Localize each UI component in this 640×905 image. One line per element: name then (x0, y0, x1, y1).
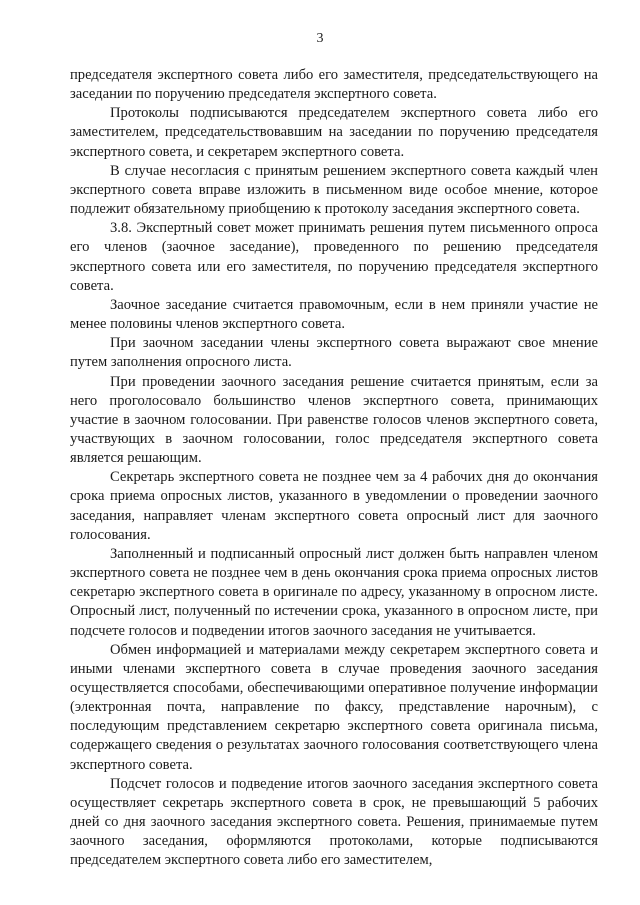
paragraph-information-exchange: Обмен информацией и материалами между секретарем экспертного совета и иными членами экспертного совета в случае проведения заочного заседания осуществляется способами, обеспечивающими оперативное получение информации (электронная почта, направление по факсу, представление нарочным), с последующим представлением секретарю экспертного совета оригинала письма, содержащего сведения о результатах заочного голосования соответствующего члена экспертного совета. (70, 641, 598, 773)
paragraph-poll-sheet: При заочном заседании члены экспертного совета выражают свое мнение путем заполнения опросного листа. (70, 335, 598, 371)
paragraph-dissenting-opinion: В случае несогласия с принятым решением экспертного совета каждый член экспертного совета вправе изложить в письменном виде особое мнение, которое подлежит обязательному приобщению к протоколу заседания экспертного совета. (70, 162, 598, 218)
paragraph-quorum: Заочное заседание считается правомочным, если в нем приняли участие не менее половины членов экспертного совета. (70, 296, 598, 333)
paragraph-sheet-submission: Заполненный и подписанный опросный лист должен быть направлен членом экспертного совета не позднее чем в день окончания срока приема опросных листов секретарю экспертного совета в оригинале по адресу, указанному в опросном листе. Опросный лист, полученный по истечении срока, указанного в опросном листе, при подсчете голосов и подведении итогов заочного заседания не учитывается. (70, 545, 598, 639)
paragraph-continuation: председателя экспертного совета либо его заместителя, председательствующего на заседании по поручению председателя экспертного совета. (70, 67, 598, 103)
paragraph-secretary-sends-sheet: Секретарь экспертного совета не позднее чем за 4 рабочих дня до окончания срока приема опросных листов, указанного в уведомлении о проведении заочного заседания, направляет членам экспертного совета опросный лист для заочного голосования. (70, 469, 598, 543)
paragraph-vote-counting: Подсчет голосов и подведение итогов заочного заседания экспертного совета осуществляет секретарь экспертного совета в срок, не превышающий 5 рабочих дней со дня заочного заседания экспертного совета. Решения, принимаемые путем заочного заседания, оформляются протоколами, которые подписываются председателем экспертного совета либо его заместителем, (70, 775, 598, 869)
paragraph-decision-adopted: При проведении заочного заседания решение считается принятым, если за него проголосовало большинство членов экспертного совета, принимающих участие в заочном голосовании. При равенстве голосов членов экспертного совета, участвующих в заочном голосовании, голос председателя экспертного совета является решающим. (70, 373, 598, 467)
paragraph-3-8-written-poll: 3.8. Экспертный совет может принимать решения путем письменного опроса его членов (заочное заседание), проведенного по решению председателя экспертного совета или его заместителя, по поручению председателя экспертного совета. (70, 220, 598, 294)
paragraph-protocols-signing: Протоколы подписываются председателем экспертного совета либо его заместителем, председательствовавшим на заседании по поручению председателя экспертного совета, и секретарем экспертного совета. (70, 105, 598, 160)
document-body (70, 66, 598, 871)
page-number: 3 (316, 31, 324, 46)
